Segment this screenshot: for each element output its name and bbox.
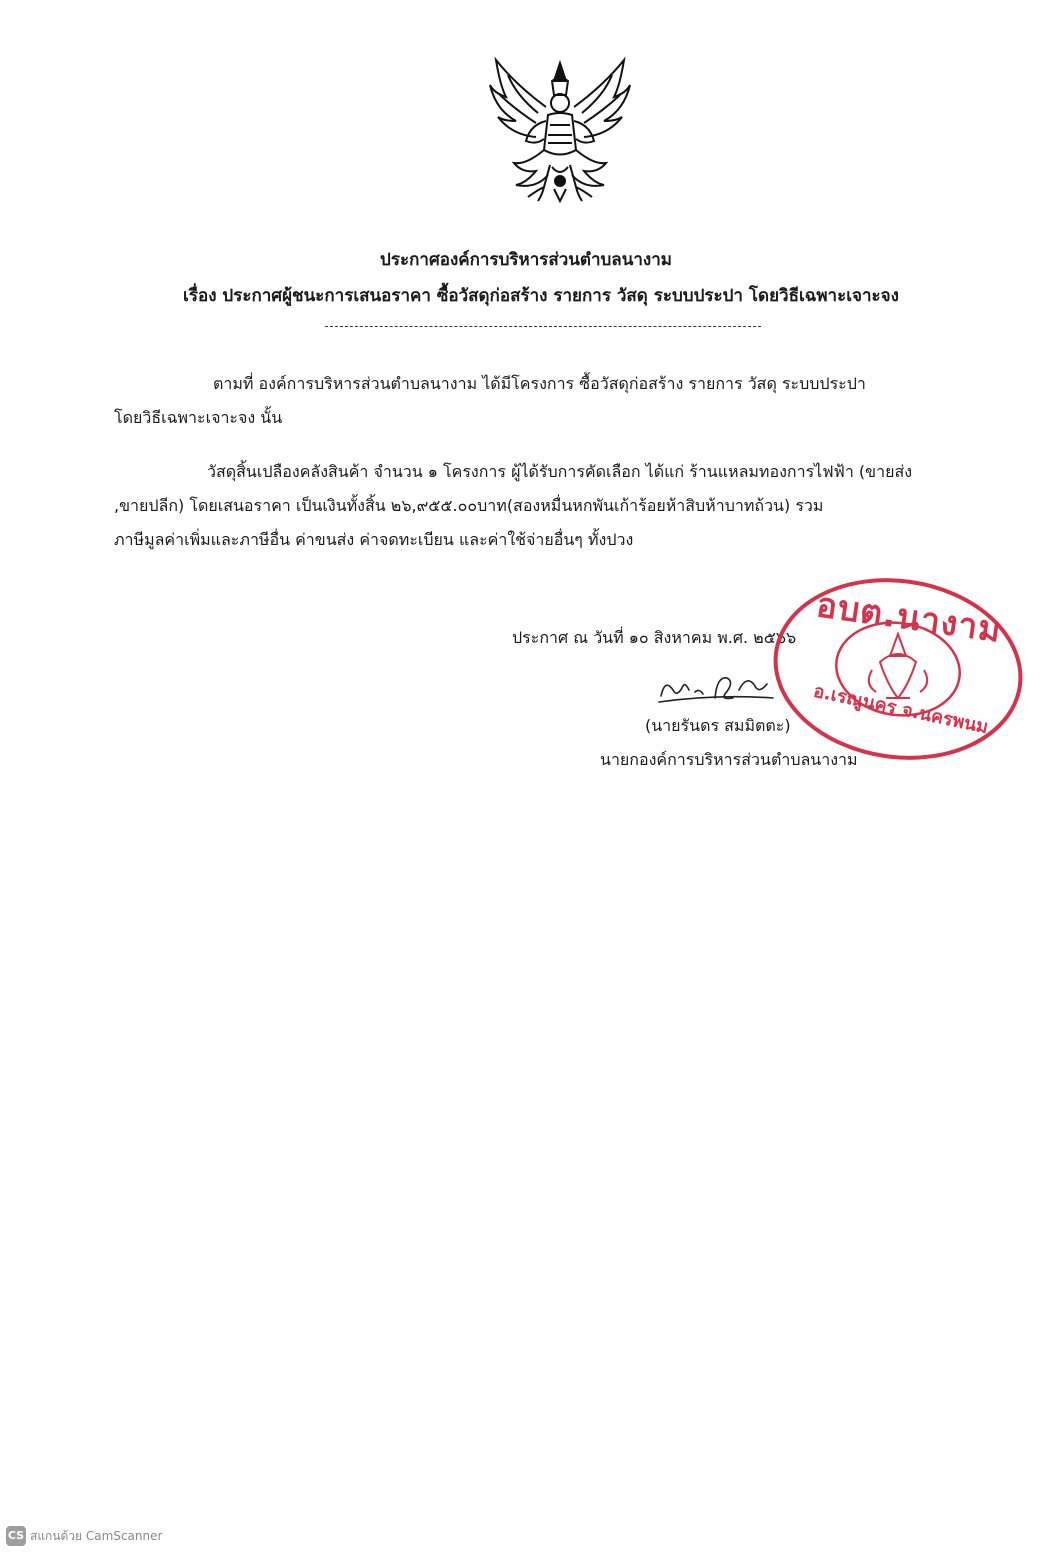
para1-line1: ตามที่ องค์การบริหารส่วนตำบลนางาม ได้มีโครงการ ซื้อวัสดุก่อสร้าง รายการ วัสดุ ระบบประปา	[213, 374, 866, 393]
seal-bottom-text: อ.เรณูนคร จ.นครพนม	[811, 680, 990, 739]
document-title: ประกาศองค์การบริหารส่วนตำบลนางาม	[380, 250, 672, 270]
camscanner-text: สแกนด้วย CamScanner	[30, 1528, 163, 1543]
garuda-emblem-icon	[486, 55, 634, 205]
para1-line2: โดยวิธีเฉพาะเจาะจง นั้น	[114, 408, 283, 427]
title-divider	[325, 326, 761, 327]
document-subject: เรื่อง ประกาศผู้ชนะการเสนอราคา ซื้อวัสดุก่อสร้าง รายการ วัสดุ ระบบประปา โดยวิธีเฉพาะเจาะจง	[183, 286, 899, 306]
para2-line1: วัสดุสิ้นเปลืองคลังสินค้า จำนวน ๑ โครงการ ผู้ได้รับการคัดเลือก ได้แก่ ร้านแหลมทองการไฟฟ้า (ขายส่ง	[207, 462, 913, 481]
para2-line3: ภาษีมูลค่าเพิ่มและภาษีอื่น ค่าขนส่ง ค่าจดทะเบียน และค่าใช้จ่ายอื่นๆ ทั้งปวง	[114, 530, 634, 549]
camscanner-logo-icon: CS	[6, 1526, 26, 1546]
announcement-date: ประกาศ ณ วันที่ ๑๐ สิงหาคม พ.ศ. ๒๕๖๖	[512, 628, 797, 647]
para2-line2: ,ขายปลีก) โดยเสนอราคา เป็นเงินทั้งสิ้น ๒๖,๙๕๕.๐๐บาท(สองหมื่นหกพันเก้าร้อยห้าสิบห้าบาทถ้วน) รวม	[114, 496, 824, 515]
signer-name: (นายรันดร สมมิตตะ)	[645, 716, 791, 735]
camscanner-watermark	[6, 1526, 162, 1546]
official-seal-icon	[768, 574, 1028, 764]
signer-position: นายกองค์การบริหารส่วนตำบลนางาม	[600, 750, 858, 769]
handwritten-signature-icon	[655, 668, 785, 708]
seal-top-text: อบต.นางาม	[813, 585, 1005, 651]
